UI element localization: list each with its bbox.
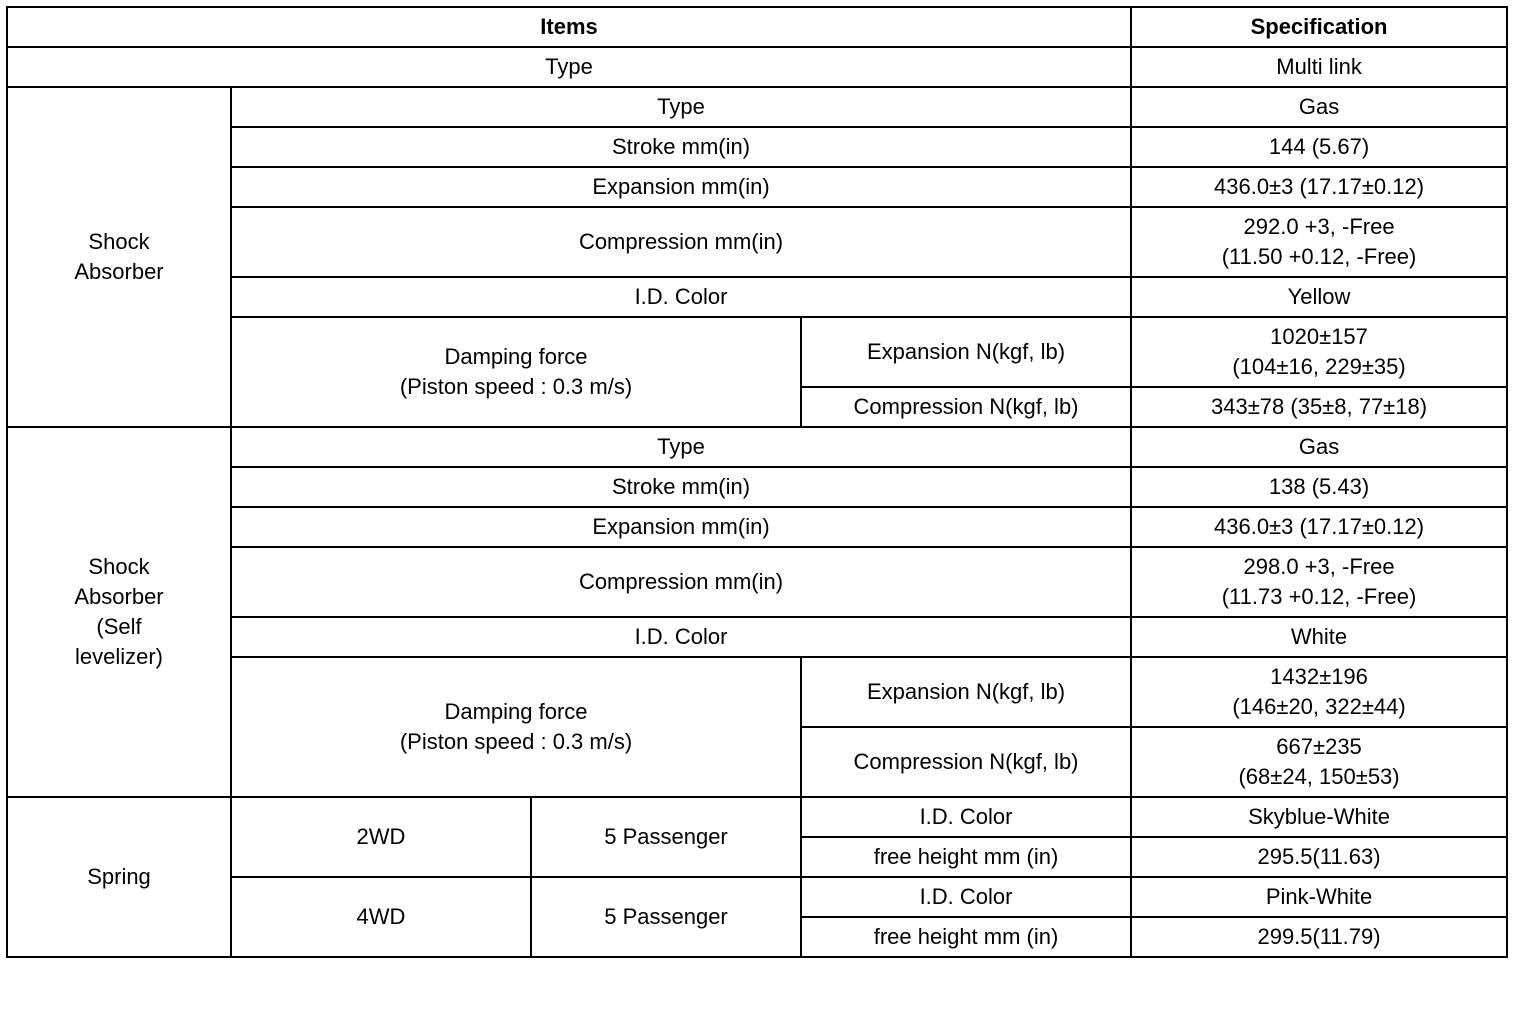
- sl-compression-label: Compression mm(in): [231, 547, 1131, 617]
- value-line: (146±20, 322±44): [1232, 694, 1406, 719]
- table-row: [7, 797, 1507, 837]
- sl-stroke-value: 138 (5.43): [1131, 467, 1507, 507]
- damping-line: Damping force: [444, 699, 588, 724]
- shock-absorber-group-label: [7, 87, 231, 427]
- value-line: 1020±157: [1270, 324, 1368, 349]
- spring-2wd-height-label: free height mm (in): [801, 837, 1131, 877]
- header-row: [7, 7, 1507, 47]
- table-row: [7, 427, 1507, 467]
- value-line: 292.0 +3, -Free: [1243, 214, 1395, 239]
- table-row: [7, 277, 1507, 317]
- shock-compression-value: [1131, 207, 1507, 277]
- header-items: Items: [7, 7, 1131, 47]
- table-row: [7, 167, 1507, 207]
- spring-2wd-color-value: Skyblue-White: [1131, 797, 1507, 837]
- spring-4wd-height-label: free height mm (in): [801, 917, 1131, 957]
- type-row: [7, 47, 1507, 87]
- type-label: Type: [7, 47, 1131, 87]
- sl-expansion-value: 436.0±3 (17.17±0.12): [1131, 507, 1507, 547]
- value-line: (104±16, 229±35): [1232, 354, 1406, 379]
- value-line: 298.0 +3, -Free: [1243, 554, 1395, 579]
- value-line: 1432±196: [1270, 664, 1368, 689]
- table-row: [7, 617, 1507, 657]
- sl-compression-value: [1131, 547, 1507, 617]
- table-row: [7, 547, 1507, 617]
- spring-4wd-color-label: I.D. Color: [801, 877, 1131, 917]
- spring-label: Spring: [7, 797, 231, 957]
- table-row: [7, 467, 1507, 507]
- group-label-line: Shock: [88, 229, 150, 254]
- group-label-line: Absorber: [74, 584, 164, 609]
- shock-damping-expansion-value: [1131, 317, 1507, 387]
- shock-stroke-label: Stroke mm(in): [231, 127, 1131, 167]
- spring-2wd-passenger: 5 Passenger: [531, 797, 801, 877]
- damping-line: (Piston speed : 0.3 m/s): [399, 374, 633, 399]
- group-label-line: (Self: [96, 614, 142, 639]
- spring-4wd-label: 4WD: [231, 877, 531, 957]
- spring-4wd-passenger: 5 Passenger: [531, 877, 801, 957]
- spring-2wd-height-value: 295.5(11.63): [1131, 837, 1507, 877]
- self-levelizer-group-label: [7, 427, 231, 797]
- value-line: (11.50 +0.12, -Free): [1221, 244, 1417, 269]
- table-row: [7, 877, 1507, 917]
- sl-damping-compression-label: Compression N(kgf, lb): [801, 727, 1131, 797]
- value-line: (11.73 +0.12, -Free): [1221, 584, 1417, 609]
- table-row: [7, 127, 1507, 167]
- shock-expansion-label: Expansion mm(in): [231, 167, 1131, 207]
- table-row: [7, 317, 1507, 387]
- shock-stroke-value: 144 (5.67): [1131, 127, 1507, 167]
- value-line: 667±235: [1276, 734, 1362, 759]
- sl-damping-label: [231, 657, 801, 797]
- header-specification: Specification: [1131, 7, 1507, 47]
- sl-damping-expansion-label: Expansion N(kgf, lb): [801, 657, 1131, 727]
- damping-line: Damping force: [444, 344, 588, 369]
- spring-4wd-color-value: Pink-White: [1131, 877, 1507, 917]
- shock-type-value: Gas: [1131, 87, 1507, 127]
- sl-damping-compression-value: [1131, 727, 1507, 797]
- table-row: [7, 87, 1507, 127]
- group-label-line: Absorber: [74, 259, 164, 284]
- shock-damping-compression-value: 343±78 (35±8, 77±18): [1131, 387, 1507, 427]
- sl-expansion-label: Expansion mm(in): [231, 507, 1131, 547]
- sl-stroke-label: Stroke mm(in): [231, 467, 1131, 507]
- table-row: [7, 507, 1507, 547]
- table-row: [7, 207, 1507, 277]
- value-line: (68±24, 150±53): [1238, 764, 1400, 789]
- spring-4wd-height-value: 299.5(11.79): [1131, 917, 1507, 957]
- spring-2wd-label: 2WD: [231, 797, 531, 877]
- shock-compression-label: Compression mm(in): [231, 207, 1131, 277]
- group-label-line: Shock: [88, 554, 150, 579]
- group-label-line: levelizer): [74, 644, 164, 669]
- table-row: [7, 657, 1507, 727]
- sl-color-label: I.D. Color: [231, 617, 1131, 657]
- shock-expansion-value: 436.0±3 (17.17±0.12): [1131, 167, 1507, 207]
- sl-type-label: Type: [231, 427, 1131, 467]
- sl-type-value: Gas: [1131, 427, 1507, 467]
- damping-line: (Piston speed : 0.3 m/s): [399, 729, 633, 754]
- shock-damping-expansion-label: Expansion N(kgf, lb): [801, 317, 1131, 387]
- specification-table: [6, 6, 1508, 958]
- shock-color-value: Yellow: [1131, 277, 1507, 317]
- shock-damping-label: [231, 317, 801, 427]
- sl-damping-expansion-value: [1131, 657, 1507, 727]
- sl-color-value: White: [1131, 617, 1507, 657]
- shock-type-label: Type: [231, 87, 1131, 127]
- type-value: Multi link: [1131, 47, 1507, 87]
- shock-damping-compression-label: Compression N(kgf, lb): [801, 387, 1131, 427]
- shock-color-label: I.D. Color: [231, 277, 1131, 317]
- spring-2wd-color-label: I.D. Color: [801, 797, 1131, 837]
